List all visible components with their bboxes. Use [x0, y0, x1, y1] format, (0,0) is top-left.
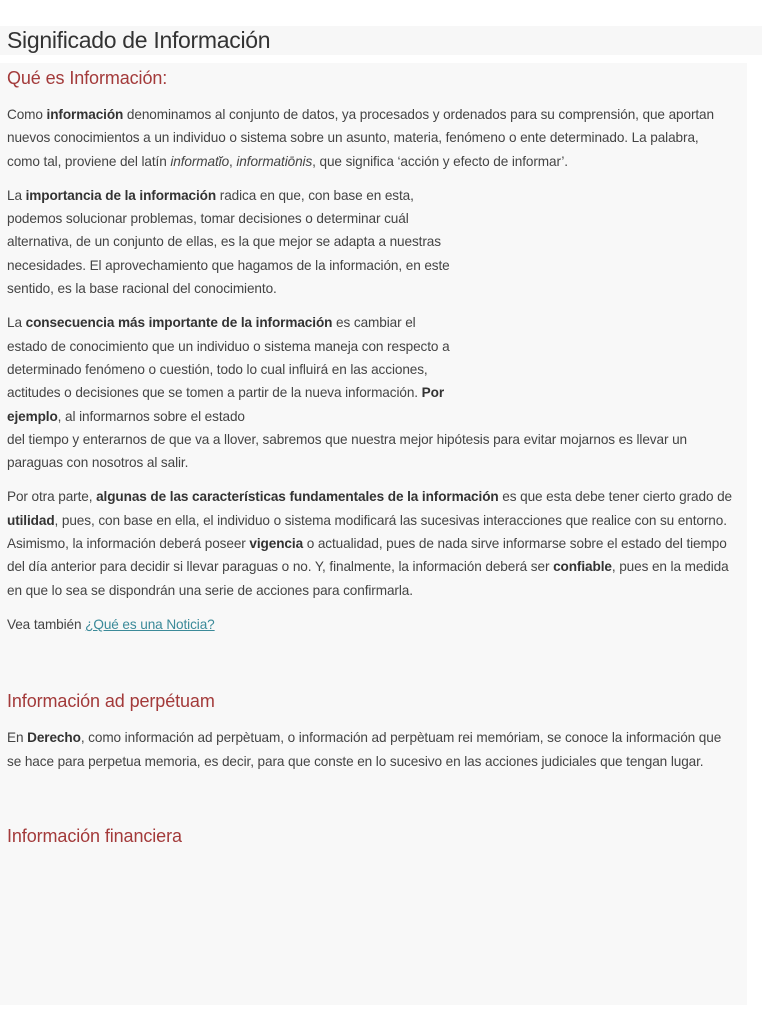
italic-text: informatĭo [170, 153, 230, 169]
text: Por otra parte, [7, 489, 97, 505]
text: , al informarnos sobre el estado [57, 408, 245, 424]
link-que-es-una-noticia[interactable]: ¿Qué es una Noticia? [85, 616, 215, 632]
bold-text: algunas de las características fundamentales de la información [96, 489, 499, 505]
text: , pues en la medida en que lo sea se dispondrán una serie de acciones para confirmarla. [7, 559, 729, 598]
bold-text: importancia de la información [25, 187, 217, 203]
paragraph-consecuencia-part1 [7, 311, 455, 427]
bold-text: Por ejemplo [7, 385, 445, 424]
text: , pues, con base en ella, el individuo o sistema modificará las sucesivas interacciones que realice con su entorno. Asimismo, la información deberá poseer [7, 512, 727, 552]
paragraph-caracteristicas [7, 485, 733, 601]
text: o actualidad, pues de nada sirve informarse sobre el estado del tiempo del día anterior para decidir si llevar paraguas o no. Y, finalmente, la información deberá ser [7, 536, 727, 575]
text: En [7, 730, 28, 746]
paragraph-definition [7, 103, 733, 173]
text: radica en que, con base en esta, podemos solucionar problemas, tomar decisiones o determinar cuál alternativa, de un conjunto de ellas, es la que mejor se adapta a nuestras necesidades. El aprovechamiento que hagamos de la información, en este sentido, es la base racional del conocimiento. [7, 187, 450, 297]
page-title: Significado de Información [7, 27, 271, 53]
heading-informacion-financiera: Información financiera [7, 825, 182, 846]
heading-que-es-informacion: Qué es Información: [7, 68, 168, 88]
text: Como [7, 107, 47, 122]
text: es cambiar el estado de conocimiento que un individuo o sistema maneja con respecto a determinado fenómeno o cuestión, todo lo cual influirá en las acciones, actitudes o decisiones que se tomen a partir de la nueva información. [7, 315, 450, 401]
text: denominamos al conjunto de datos, ya procesados y ordenados para su comprensión, que aportan nuevos conocimientos a un individuo o sistema sobre un asunto, materia, fenómeno o ente determinado. La palabra, como tal, proviene del latín [7, 107, 714, 169]
paragraph-derecho [7, 726, 733, 773]
bold-text: utilidad [7, 512, 55, 528]
text: La [7, 187, 26, 203]
paragraph-consecuencia [7, 311, 733, 474]
paragraph-importancia [7, 184, 455, 300]
heading-ad-perpetuam: Información ad perpétuam [7, 691, 215, 712]
bold-text: confiable [553, 559, 612, 575]
bold-text: Derecho [27, 730, 81, 746]
text: , como información ad perpètuam, o información ad perpètuam rei memóriam, se conoce la información que se hace para perpetua memoria, es decir, para que conste en lo sucesivo en las acciones judiciales que tengan lugar. [7, 730, 722, 769]
text: La [7, 315, 26, 331]
bold-text: información [46, 107, 124, 122]
see-also-label: Vea también [7, 616, 86, 632]
text: , [229, 153, 237, 169]
article-content [0, 63, 747, 1005]
text: es que esta debe tener cierto grado de [498, 489, 733, 505]
bold-text: vigencia [249, 536, 304, 552]
article-body [0, 63, 740, 849]
paragraph-consecuencia-part2: del tiempo y enterarnos de que va a llover, sabremos que nuestra mejor hipótesis para evitar mojarnos es llevar un paraguas con nosotros al salir. [7, 431, 687, 471]
italic-text: informatiōnis [236, 153, 313, 169]
see-also [7, 613, 733, 636]
text: , que significa ‘acción y efecto de informar’. [312, 153, 568, 169]
bold-text: consecuencia más importante de la información [25, 315, 333, 331]
